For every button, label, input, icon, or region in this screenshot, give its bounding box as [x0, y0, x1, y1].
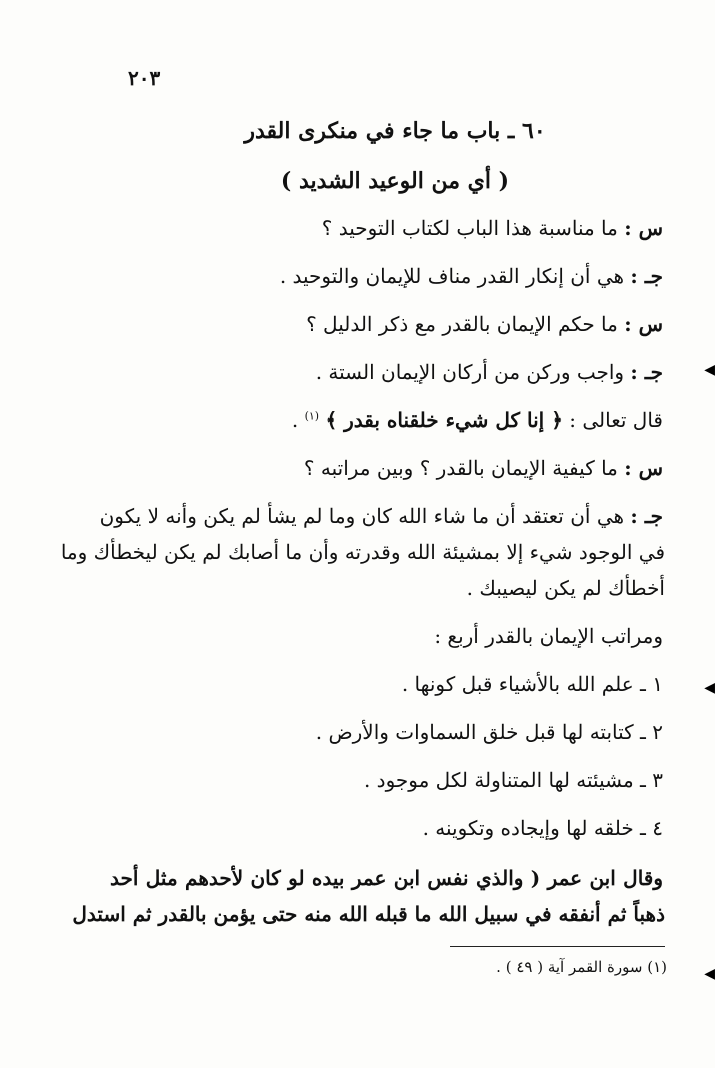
question-line: [306, 312, 663, 336]
answer-line: [99, 504, 663, 528]
answer-continuation: في الوجود شيء إلا بمشيئة الله وقدرته وأن ما أصابك لم يكن ليخطأك وما: [60, 540, 665, 564]
answer-line: [316, 360, 663, 384]
footnote-rule: [450, 946, 665, 947]
verse-quote: ﴿ إنا كل شيء خلقناه بقدر ﴾: [325, 408, 563, 432]
qa-text: واجب وركن من أركان الإيمان الستة .: [315, 360, 625, 384]
verse-suffix: .: [291, 408, 299, 432]
question-line: [322, 216, 663, 240]
margin-mark: ◀: [704, 966, 715, 982]
qa-tag: جـ :: [630, 264, 663, 288]
qa-tag: جـ :: [630, 504, 663, 528]
qa-text: ما كيفية الإيمان بالقدر ؟ وبين مراتبه ؟: [303, 456, 618, 480]
answer-continuation: أخطأك لم يكن ليصيبك .: [466, 576, 665, 600]
chapter-subtitle: ( أي من الوعيد الشديد ): [280, 168, 510, 194]
answer-line: [280, 264, 663, 288]
qa-tag: س :: [624, 216, 663, 240]
answer-text: هي أن تعتقد أن ما شاء الله كان وما لم يشأ لم يكن وأنه لا يكون: [99, 504, 625, 528]
qa-tag: س :: [624, 456, 663, 480]
verse-line: [292, 408, 663, 432]
chapter-title: ٦٠ ـ باب ما جاء في منكرى القدر: [244, 118, 546, 144]
page-number: ٢٠٣: [128, 66, 161, 90]
footnote: (١) سورة القمر آية ( ٤٩ ) .: [496, 958, 667, 976]
margin-mark: ◀: [704, 680, 715, 696]
rank-item: ٣ ـ مشيئته لها المتناولة لكل موجود .: [363, 768, 663, 792]
qa-tag: جـ :: [630, 360, 663, 384]
footnote-ref: (١): [304, 409, 320, 423]
qa-text: ما مناسبة هذا الباب لكتاب التوحيد ؟: [321, 216, 618, 240]
margin-mark: ◀: [704, 362, 715, 378]
qa-text: ما حكم الإيمان بالقدر مع ذكر الدليل ؟: [306, 312, 618, 336]
qa-tag: س :: [624, 312, 663, 336]
qa-text: هي أن إنكار القدر مناف للإيمان والتوحيد .: [279, 264, 625, 288]
ranks-intro: ومراتب الإيمان بالقدر أربع :: [434, 624, 663, 648]
rank-item: ٤ ـ خلقه لها وإيجاده وتكوينه .: [422, 816, 663, 840]
rank-item: ١ ـ علم الله بالأشياء قبل كونها .: [401, 672, 663, 696]
rank-item: ٢ ـ كتابته لها قبل خلق السماوات والأرض .: [315, 720, 663, 744]
narration-line: ذهباً ثم أنفقه في سبيل الله ما قبله الله منه حتى يؤمن بالقدر ثم استدل: [72, 902, 665, 926]
verse-prefix: قال تعالى :: [569, 408, 663, 432]
question-line: [304, 456, 663, 480]
narration-line: وقال ابن عمر ( والذي نفس ابن عمر بيده لو كان لأحدهم مثل أحد: [110, 866, 663, 890]
